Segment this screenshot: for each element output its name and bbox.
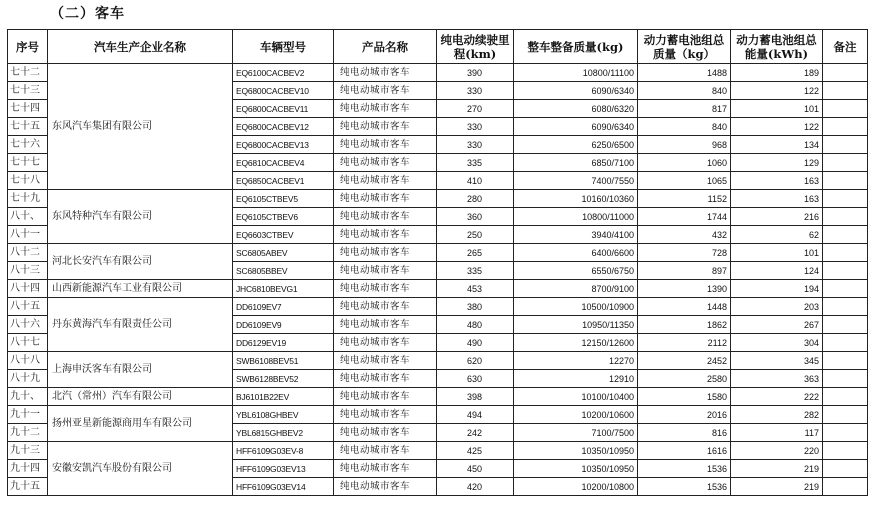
mass-cell: 10350/10950 [514, 460, 638, 478]
table-row [8, 388, 868, 406]
model-cell: DD6129EV19 [233, 334, 334, 352]
table-row [8, 406, 868, 424]
product-cell: 纯电动城市客车 [334, 370, 437, 388]
header-mass: 整车整备质量(kg) [514, 30, 638, 64]
battery-mass-cell: 1616 [638, 442, 731, 460]
section-title: （二）客车 [50, 6, 125, 22]
maker-cell: 山西新能源汽车工业有限公司 [48, 280, 233, 298]
mass-cell: 8700/9100 [514, 280, 638, 298]
battery-mass-cell: 2580 [638, 370, 731, 388]
header-product: 产品名称 [334, 30, 437, 64]
seq-cell: 八十九 [8, 370, 48, 388]
notes-cell [823, 208, 868, 226]
seq-cell: 七十四 [8, 100, 48, 118]
notes-cell [823, 388, 868, 406]
product-cell: 纯电动城市客车 [334, 208, 437, 226]
model-cell: YBL6108GHBEV [233, 406, 334, 424]
range-cell: 250 [437, 226, 514, 244]
product-cell: 纯电动城市客车 [334, 424, 437, 442]
battery-energy-cell: 220 [731, 442, 823, 460]
mass-cell: 10350/10950 [514, 442, 638, 460]
mass-cell: 10500/10900 [514, 298, 638, 316]
seq-cell: 八十五 [8, 298, 48, 316]
range-cell: 360 [437, 208, 514, 226]
mass-cell: 10800/11100 [514, 64, 638, 82]
product-cell: 纯电动城市客车 [334, 442, 437, 460]
maker-cell: 丹东黄海汽车有限责任公司 [48, 298, 233, 352]
product-cell: 纯电动城市客车 [334, 334, 437, 352]
range-cell: 330 [437, 136, 514, 154]
model-cell: SC6805ABEV [233, 244, 334, 262]
maker-cell: 河北长安汽车有限公司 [48, 244, 233, 280]
battery-mass-cell: 897 [638, 262, 731, 280]
range-cell: 480 [437, 316, 514, 334]
battery-energy-cell: 194 [731, 280, 823, 298]
model-cell: BJ6101B22EV [233, 388, 334, 406]
product-cell: 纯电动城市客车 [334, 478, 437, 496]
header-seq: 序号 [8, 30, 48, 64]
notes-cell [823, 406, 868, 424]
battery-energy-cell: 345 [731, 352, 823, 370]
battery-mass-cell: 817 [638, 100, 731, 118]
range-cell: 425 [437, 442, 514, 460]
battery-energy-cell: 219 [731, 460, 823, 478]
product-cell: 纯电动城市客车 [334, 118, 437, 136]
battery-energy-cell: 124 [731, 262, 823, 280]
product-cell: 纯电动城市客车 [334, 244, 437, 262]
battery-mass-cell: 1536 [638, 478, 731, 496]
product-cell: 纯电动城市客车 [334, 82, 437, 100]
range-cell: 494 [437, 406, 514, 424]
maker-cell: 扬州亚星新能源商用车有限公司 [48, 406, 233, 442]
model-cell: DD6109EV7 [233, 298, 334, 316]
battery-mass-cell: 1390 [638, 280, 731, 298]
mass-cell: 7400/7550 [514, 172, 638, 190]
notes-cell [823, 442, 868, 460]
range-cell: 420 [437, 478, 514, 496]
model-cell: EQ6800CACBEV11 [233, 100, 334, 118]
mass-cell: 10800/11000 [514, 208, 638, 226]
mass-cell: 12910 [514, 370, 638, 388]
battery-energy-cell: 62 [731, 226, 823, 244]
battery-energy-cell: 222 [731, 388, 823, 406]
battery-mass-cell: 840 [638, 82, 731, 100]
range-cell: 335 [437, 154, 514, 172]
battery-energy-cell: 134 [731, 136, 823, 154]
table-row [8, 244, 868, 262]
model-cell: EQ6105CTBEV5 [233, 190, 334, 208]
mass-cell: 6850/7100 [514, 154, 638, 172]
battery-energy-cell: 304 [731, 334, 823, 352]
seq-cell: 九十三 [8, 442, 48, 460]
range-cell: 450 [437, 460, 514, 478]
product-cell: 纯电动城市客车 [334, 64, 437, 82]
battery-energy-cell: 219 [731, 478, 823, 496]
battery-energy-cell: 129 [731, 154, 823, 172]
seq-cell: 八十七 [8, 334, 48, 352]
model-cell: EQ6800CACBEV10 [233, 82, 334, 100]
mass-cell: 10950/11350 [514, 316, 638, 334]
product-cell: 纯电动城市客车 [334, 388, 437, 406]
product-cell: 纯电动城市客车 [334, 460, 437, 478]
maker-cell: 东风特种汽车有限公司 [48, 190, 233, 244]
header-range: 纯电动续驶里程(km) [437, 30, 514, 64]
notes-cell [823, 424, 868, 442]
maker-cell: 上海申沃客车有限公司 [48, 352, 233, 388]
battery-mass-cell: 1065 [638, 172, 731, 190]
battery-mass-cell: 1536 [638, 460, 731, 478]
battery-energy-cell: 363 [731, 370, 823, 388]
mass-cell: 3940/4100 [514, 226, 638, 244]
notes-cell [823, 478, 868, 496]
mass-cell: 6080/6320 [514, 100, 638, 118]
notes-cell [823, 64, 868, 82]
vehicle-table [7, 29, 868, 496]
mass-cell: 6250/6500 [514, 136, 638, 154]
seq-cell: 七十八 [8, 172, 48, 190]
product-cell: 纯电动城市客车 [334, 280, 437, 298]
model-cell: EQ6810CACBEV4 [233, 154, 334, 172]
notes-cell [823, 352, 868, 370]
battery-energy-cell: 101 [731, 100, 823, 118]
seq-cell: 七十七 [8, 154, 48, 172]
notes-cell [823, 100, 868, 118]
range-cell: 280 [437, 190, 514, 208]
battery-mass-cell: 2112 [638, 334, 731, 352]
seq-cell: 八十三 [8, 262, 48, 280]
maker-cell: 安徽安凯汽车股份有限公司 [48, 442, 233, 496]
model-cell: HFF6109G03EV13 [233, 460, 334, 478]
seq-cell: 八十四 [8, 280, 48, 298]
notes-cell [823, 82, 868, 100]
range-cell: 270 [437, 100, 514, 118]
header-notes: 备注 [823, 30, 868, 64]
table-row [8, 280, 868, 298]
range-cell: 410 [437, 172, 514, 190]
battery-energy-cell: 163 [731, 172, 823, 190]
product-cell: 纯电动城市客车 [334, 136, 437, 154]
range-cell: 630 [437, 370, 514, 388]
notes-cell [823, 226, 868, 244]
seq-cell: 七十九 [8, 190, 48, 208]
notes-cell [823, 244, 868, 262]
battery-mass-cell: 1580 [638, 388, 731, 406]
battery-energy-cell: 117 [731, 424, 823, 442]
header-battery-energy: 动力蓄电池组总能量(kWh) [731, 30, 823, 64]
notes-cell [823, 370, 868, 388]
header-row [8, 30, 868, 64]
battery-mass-cell: 2452 [638, 352, 731, 370]
battery-energy-cell: 189 [731, 64, 823, 82]
seq-cell: 九十一 [8, 406, 48, 424]
seq-cell: 七十三 [8, 82, 48, 100]
seq-cell: 八十六 [8, 316, 48, 334]
model-cell: JHC6810BEVG1 [233, 280, 334, 298]
range-cell: 398 [437, 388, 514, 406]
battery-mass-cell: 1152 [638, 190, 731, 208]
notes-cell [823, 334, 868, 352]
range-cell: 242 [437, 424, 514, 442]
model-cell: EQ6100CACBEV2 [233, 64, 334, 82]
battery-mass-cell: 1744 [638, 208, 731, 226]
product-cell: 纯电动城市客车 [334, 316, 437, 334]
battery-energy-cell: 122 [731, 82, 823, 100]
notes-cell [823, 280, 868, 298]
mass-cell: 10100/10400 [514, 388, 638, 406]
battery-mass-cell: 1448 [638, 298, 731, 316]
battery-mass-cell: 2016 [638, 406, 731, 424]
seq-cell: 八十二 [8, 244, 48, 262]
notes-cell [823, 316, 868, 334]
model-cell: SWB6128BEV52 [233, 370, 334, 388]
range-cell: 330 [437, 82, 514, 100]
product-cell: 纯电动城市客车 [334, 100, 437, 118]
mass-cell: 6090/6340 [514, 82, 638, 100]
range-cell: 390 [437, 64, 514, 82]
battery-energy-cell: 122 [731, 118, 823, 136]
seq-cell: 九十四 [8, 460, 48, 478]
table-row [8, 442, 868, 460]
battery-energy-cell: 101 [731, 244, 823, 262]
battery-mass-cell: 1862 [638, 316, 731, 334]
seq-cell: 九十五 [8, 478, 48, 496]
model-cell: EQ6603CTBEV [233, 226, 334, 244]
battery-energy-cell: 267 [731, 316, 823, 334]
range-cell: 490 [437, 334, 514, 352]
range-cell: 380 [437, 298, 514, 316]
notes-cell [823, 460, 868, 478]
product-cell: 纯电动城市客车 [334, 298, 437, 316]
notes-cell [823, 298, 868, 316]
model-cell: EQ6105CTBEV6 [233, 208, 334, 226]
mass-cell: 6090/6340 [514, 118, 638, 136]
product-cell: 纯电动城市客车 [334, 352, 437, 370]
mass-cell: 10200/10800 [514, 478, 638, 496]
table-row [8, 352, 868, 370]
battery-mass-cell: 1488 [638, 64, 731, 82]
battery-energy-cell: 203 [731, 298, 823, 316]
product-cell: 纯电动城市客车 [334, 406, 437, 424]
seq-cell: 八十八 [8, 352, 48, 370]
notes-cell [823, 154, 868, 172]
range-cell: 335 [437, 262, 514, 280]
seq-cell: 七十六 [8, 136, 48, 154]
maker-cell: 北汽（常州）汽车有限公司 [48, 388, 233, 406]
notes-cell [823, 136, 868, 154]
model-cell: EQ6800CACBEV12 [233, 118, 334, 136]
battery-mass-cell: 840 [638, 118, 731, 136]
table-row [8, 190, 868, 208]
model-cell: SC6805BBEV [233, 262, 334, 280]
mass-cell: 7100/7500 [514, 424, 638, 442]
range-cell: 620 [437, 352, 514, 370]
header-maker: 汽车生产企业名称 [48, 30, 233, 64]
model-cell: HFF6109G03EV14 [233, 478, 334, 496]
range-cell: 265 [437, 244, 514, 262]
battery-mass-cell: 968 [638, 136, 731, 154]
mass-cell: 12270 [514, 352, 638, 370]
seq-cell: 七十二 [8, 64, 48, 82]
notes-cell [823, 190, 868, 208]
header-model: 车辆型号 [233, 30, 334, 64]
battery-mass-cell: 816 [638, 424, 731, 442]
seq-cell: 八十、 [8, 208, 48, 226]
mass-cell: 10200/10600 [514, 406, 638, 424]
battery-mass-cell: 728 [638, 244, 731, 262]
maker-cell: 东风汽车集团有限公司 [48, 64, 233, 190]
mass-cell: 12150/12600 [514, 334, 638, 352]
model-cell: EQ6850CACBEV1 [233, 172, 334, 190]
battery-mass-cell: 1060 [638, 154, 731, 172]
model-cell: YBL6815GHBEV2 [233, 424, 334, 442]
battery-energy-cell: 216 [731, 208, 823, 226]
product-cell: 纯电动城市客车 [334, 190, 437, 208]
product-cell: 纯电动城市客车 [334, 172, 437, 190]
seq-cell: 九十、 [8, 388, 48, 406]
mass-cell: 6550/6750 [514, 262, 638, 280]
product-cell: 纯电动城市客车 [334, 154, 437, 172]
battery-mass-cell: 432 [638, 226, 731, 244]
battery-energy-cell: 282 [731, 406, 823, 424]
mass-cell: 10160/10360 [514, 190, 638, 208]
mass-cell: 6400/6600 [514, 244, 638, 262]
seq-cell: 九十二 [8, 424, 48, 442]
model-cell: DD6109EV9 [233, 316, 334, 334]
seq-cell: 八十一 [8, 226, 48, 244]
header-battery-mass: 动力蓄电池组总质量（kg） [638, 30, 731, 64]
range-cell: 330 [437, 118, 514, 136]
table-row [8, 64, 868, 82]
seq-cell: 七十五 [8, 118, 48, 136]
range-cell: 453 [437, 280, 514, 298]
product-cell: 纯电动城市客车 [334, 226, 437, 244]
model-cell: SWB6108BEV51 [233, 352, 334, 370]
notes-cell [823, 262, 868, 280]
product-cell: 纯电动城市客车 [334, 262, 437, 280]
model-cell: HFF6109G03EV-8 [233, 442, 334, 460]
battery-energy-cell: 163 [731, 190, 823, 208]
notes-cell [823, 172, 868, 190]
notes-cell [823, 118, 868, 136]
table-row [8, 298, 868, 316]
model-cell: EQ6800CACBEV13 [233, 136, 334, 154]
